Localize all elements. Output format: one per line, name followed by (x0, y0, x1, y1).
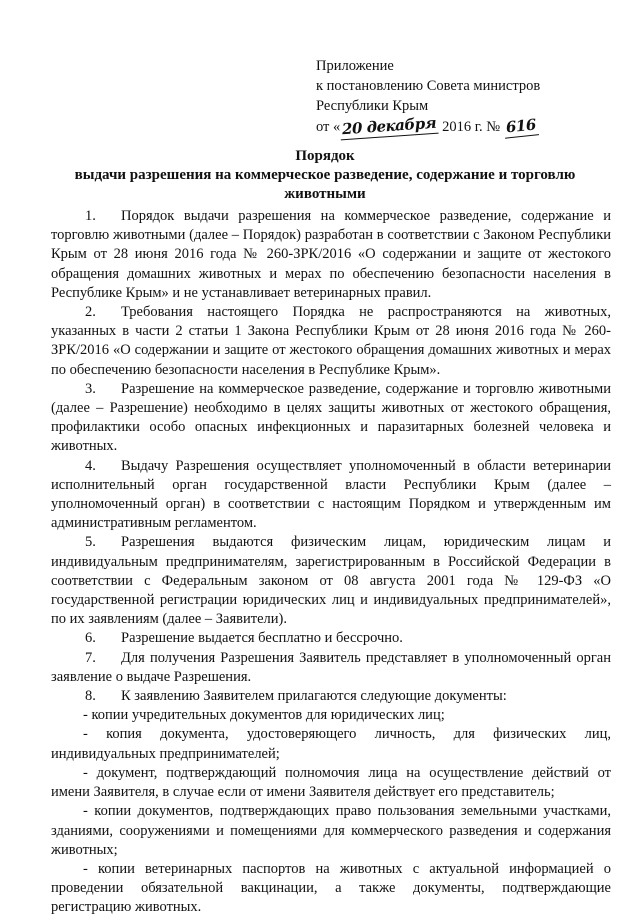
paragraph-6 (51, 629, 611, 648)
handwritten-number: 616 (503, 114, 539, 138)
paragraph-text: Разрешение на коммерческое разведение, содержание и торговлю животными (далее – Разрешение) необходимо в целях защиты животных от жестокого обращения, профилактики особо опасных инфекционных и паразитарных болезней человека и животных. (51, 380, 611, 455)
document-title (40, 147, 610, 204)
appendix-date-line (316, 113, 540, 139)
paragraph-3 (51, 380, 611, 457)
title-line-2: выдачи разрешения на коммерческое разведение, содержание и торговлю животными (74, 167, 576, 202)
paragraph-number: 3. (85, 380, 96, 397)
list-item: - документ, подтверждающий полномочия лица на осуществление действий от имени Заявителя, в случае если от имени Заявителя действует его представитель; (51, 764, 611, 801)
appendix-title: Приложение (316, 58, 394, 74)
paragraph-2 (51, 303, 611, 380)
paragraph-number: 6. (85, 630, 96, 647)
paragraph-5 (51, 533, 611, 629)
paragraph-text: Порядок выдачи разрешения на коммерческое разведение, содержание и торговлю животными (далее – Порядок) разработан в соответствии с Законом Республики Крым от 28 июня 2016 года № 260-ЗРК/2016 «О содержании и защите от жестокого обращения домашних животных и мерах по обеспечению безопасности населения в Республике Крым» и не устанавливает ветеринарных правил. (51, 208, 611, 301)
title-line-1: Порядок (295, 148, 355, 164)
list-item: - копии документов, подтверждающих право пользования земельными участками, зданиями, сооружениями и помещениями для коммерческого разведения и содержания животных; (51, 803, 611, 858)
handwritten-date: 20 декабря (340, 113, 439, 141)
list-item: - копии ветеринарных паспортов на животных с актуальной информацией о проведении обязательной вакцинации, а также документы, подтверждающие регистрацию животных. (51, 860, 611, 916)
paragraph-8 (51, 687, 611, 706)
paragraph-text: Для получения Разрешения Заявитель представляет в уполномоченный орган заявление о выдаче Разрешения. (51, 649, 611, 685)
paragraph-number: 4. (85, 457, 96, 474)
appendix-line-2: к постановлению Совета министров (316, 78, 541, 94)
paragraph-number: 8. (85, 688, 96, 705)
paragraph-number: 5. (85, 534, 96, 551)
document-body (51, 207, 611, 918)
year-text: 2016 г. № (442, 119, 501, 135)
appendix-header (316, 56, 540, 137)
list-item: - копии учредительных документов для юридических лиц; (83, 707, 445, 724)
paragraph-text: К заявлению Заявителем прилагаются следующие документы: (121, 688, 507, 705)
paragraph-7 (51, 649, 611, 687)
paragraph-text: Требования настоящего Порядка не распространяются на животных, указанных в части 2 статьи 1 Закона Республики Крым от 28 июня 2016 года № 260-ЗРК/2016 «О содержании и защите от жестокого обращения домашних животных и мерах по обеспечению безопасности населения в Республике Крым». (51, 304, 611, 378)
paragraph-number: 2. (85, 304, 96, 321)
paragraph-text: Выдачу Разрешения осуществляет уполномоченный в области ветеринарии исполнительный орган государственной власти Республики Крым (далее – уполномоченный орган) в соответствии с настоящим Порядком и утвержденным им административным регламентом. (51, 457, 611, 532)
list-item: - копия документа, удостоверяющего личность, для физических лиц, индивидуальных предпринимателей; (51, 726, 611, 762)
paragraph-text: Разрешения выдаются физическим лицам, юридическим лицам и индивидуальным предпринимателям, зарегистрированным в Российской Федерации в соответствии с Федеральным законом от 08 августа 2001 года № 129-ФЗ «О государственной регистрации юридических лиц и индивидуальных предпринимателей», по их заявлениям (далее – Заявители). (51, 534, 611, 628)
paragraph-number: 7. (85, 649, 96, 666)
date-prefix: от « (316, 119, 341, 135)
appendix-line-3: Республики Крым (316, 98, 429, 114)
paragraph-1 (51, 207, 611, 303)
paragraph-text: Разрешение выдается бесплатно и бессрочно. (121, 630, 403, 647)
paragraph-4 (51, 457, 611, 534)
paragraph-number: 1. (85, 208, 96, 224)
